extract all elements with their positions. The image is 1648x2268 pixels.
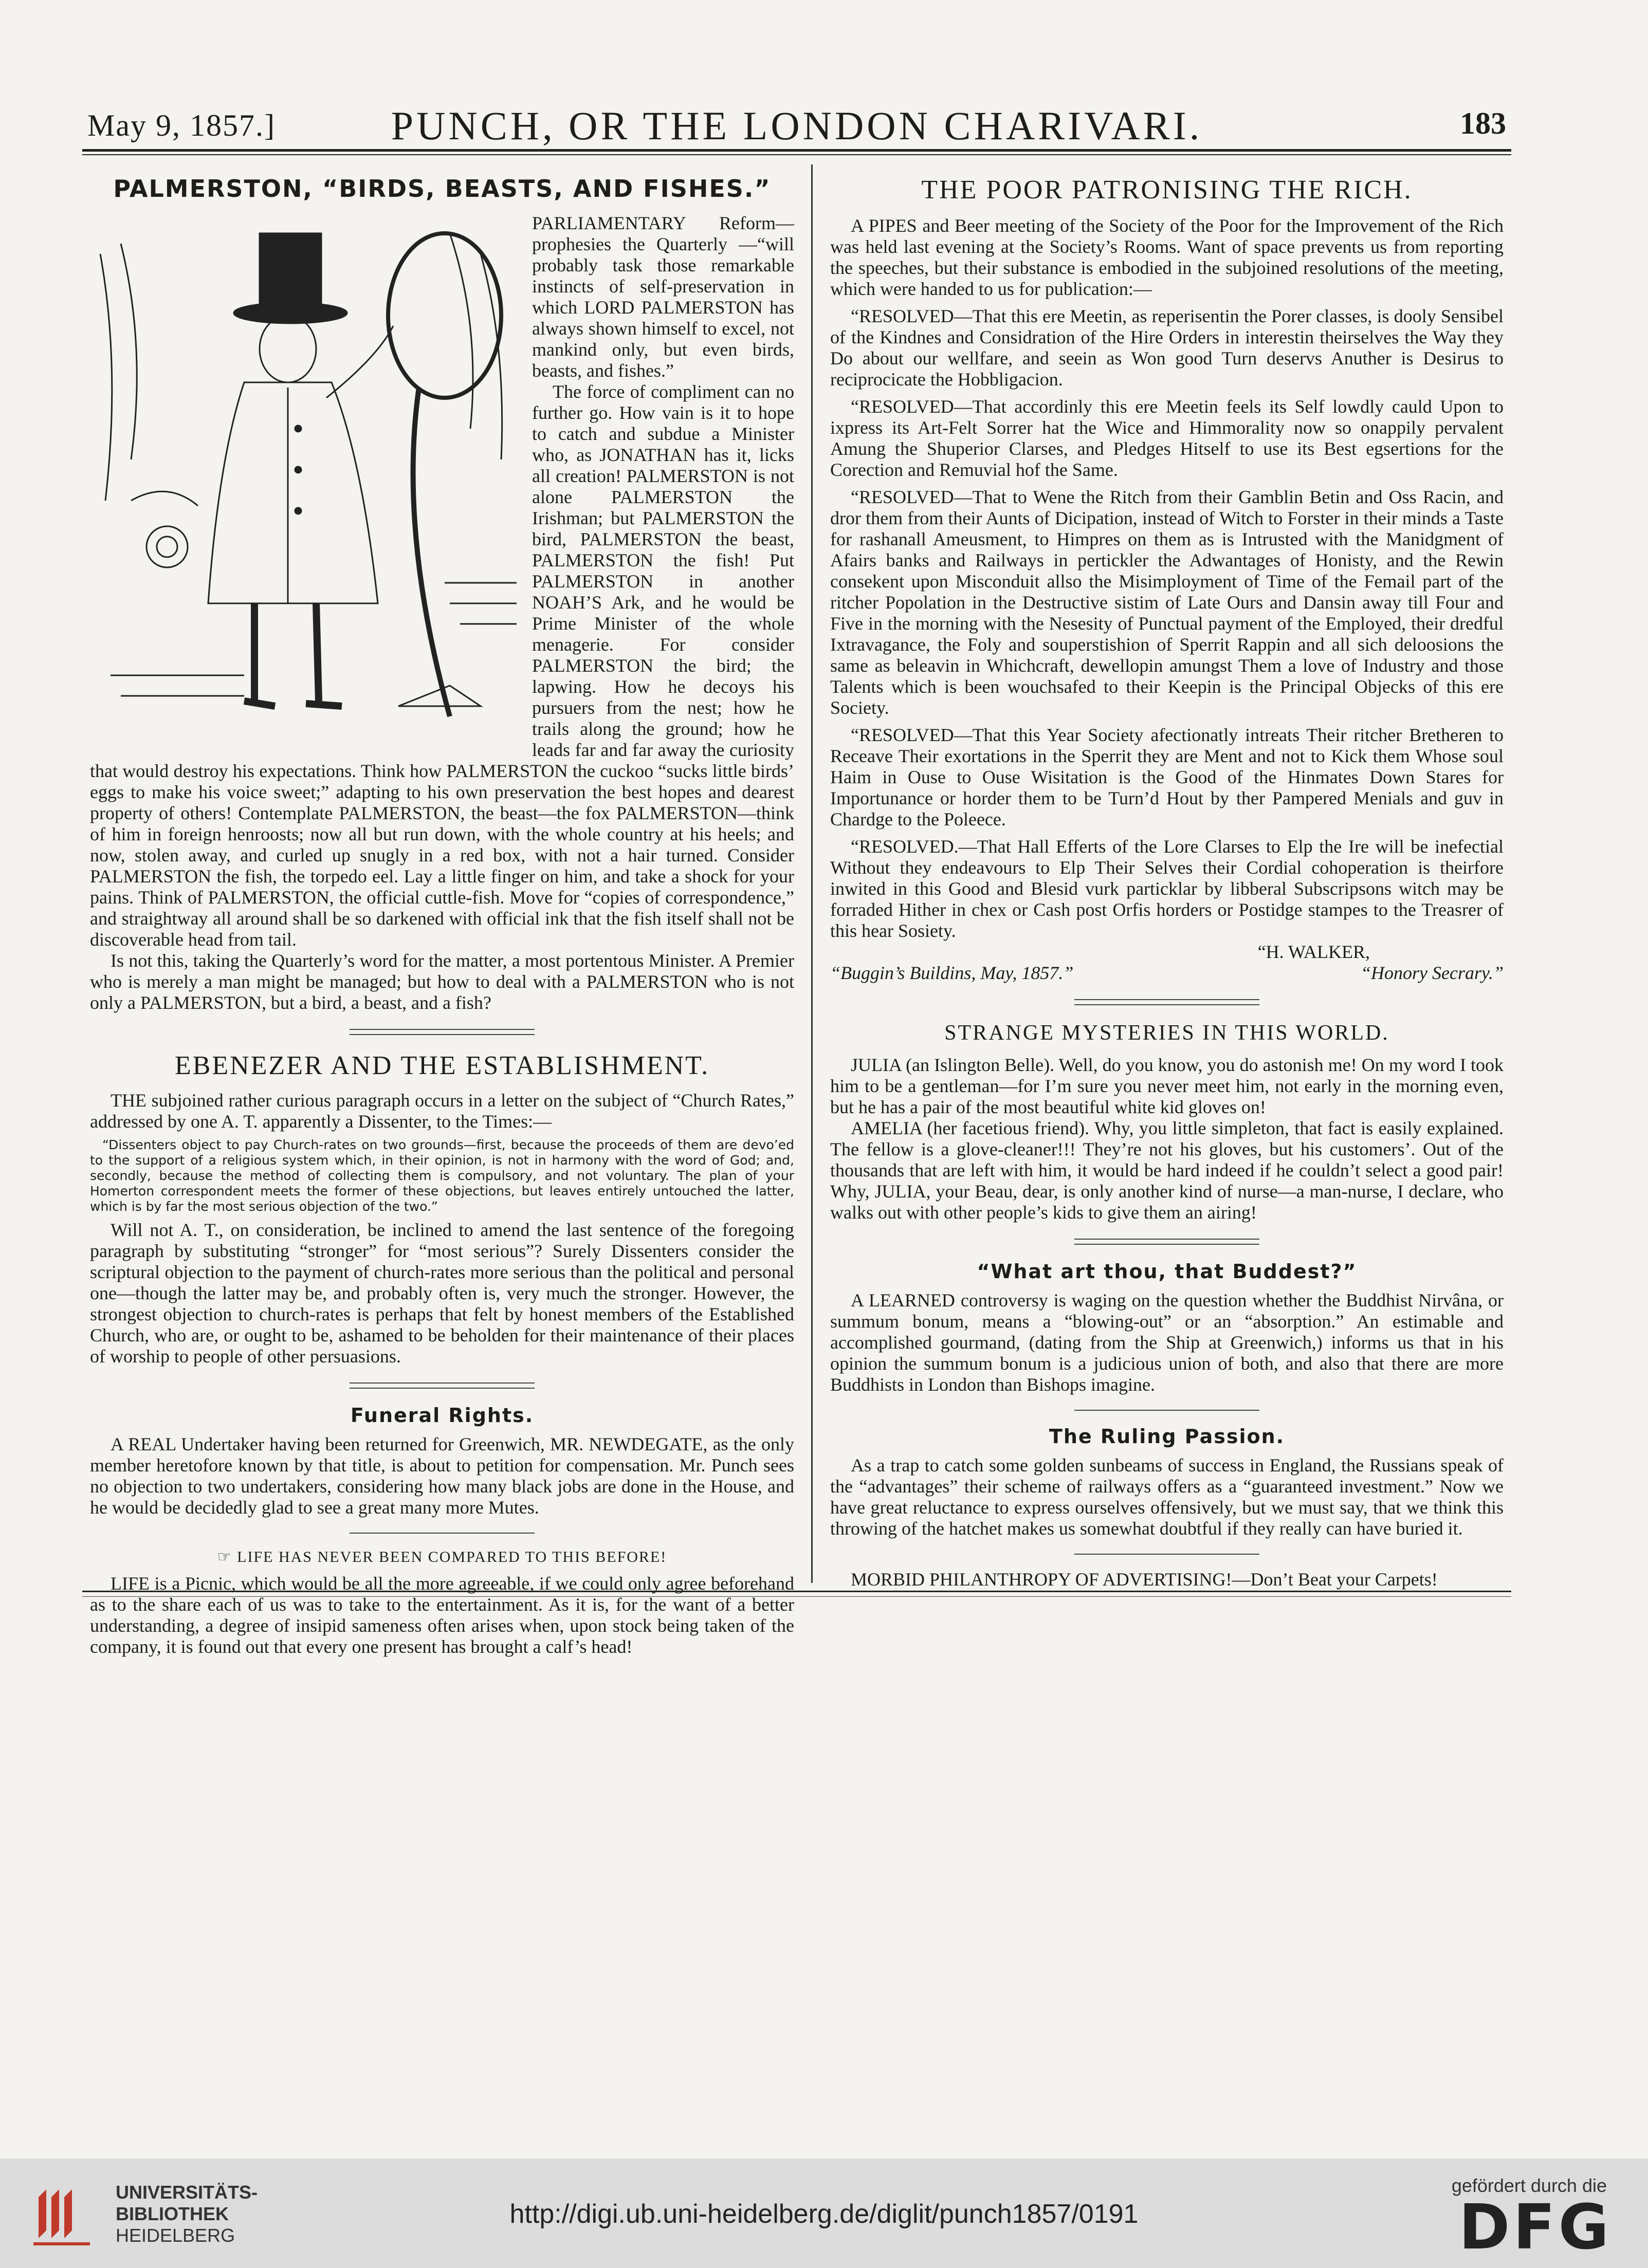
section-divider bbox=[350, 1382, 535, 1389]
library-name-line-2: BIBLIOTHEK bbox=[116, 2203, 229, 2224]
left-column bbox=[90, 175, 794, 1657]
mysteries-heading: STRANGE MYSTERIES IN THIS WORLD. bbox=[944, 1021, 1389, 1045]
funeral-body: A REAL Undertaker having been returned for Greenwich, MR. NEWDEGATE, as the only member heretofore known by that title, is about to petition for compensation. Mr. Punch sees no objection to two undertakers, considering how many black jobs are done in the House, and he would be decidedly glad to see a great many more Mutes. bbox=[90, 1434, 794, 1518]
man-with-butterfly-net-illustration bbox=[90, 213, 522, 747]
dfg-logo: DFG bbox=[1458, 2192, 1612, 2263]
palmerston-paragraph-1: PARLIAMENTARY Reform—prophesies the Quarterly —“will probably task those remarkable instincts of self-preservation in which LORD PALMERSTON has always shown himself to excel, not mankind only, but even birds, beasts, and fishes.” bbox=[532, 213, 794, 381]
header-rule-thin bbox=[82, 154, 1511, 155]
life-body: LIFE is a Picnic, which would be all the more agreeable, if we could only agree beforehand as to the share each of us was to take to the entertainment. As it is, for the want of a better understanding, a degree of insipid sameness often arises when, upon stock being taken of the company, it is found out that every one present has brought a calf’s head! bbox=[90, 1573, 794, 1657]
resolution-1: “RESOLVED—That this ere Meetin, as reperisentin the Porer classes, is dooly Sensibel of the Kindnes and Considration of the Hire Orders in interestin theirselves the Way they Do about our wellfare, and seein as Won good Turn deservs Anuther is Desirus to reciprocicate the Hobbligacion. bbox=[830, 306, 1504, 390]
ebenezer-body: Will not A. T., on consideration, be inclined to amend the last sentence of the foregoing paragraph by substituting “stronger” for “most serious”? Surely Dissenters consider the scriptural objection to the payment of church-rates more serious than the political and personal one—though the latter may be, and probably often is, very much the stronger. However, the strongest objection to church-rates is perhaps that felt by honest members of the Established Church, who are, or ought to be, ashamed to be beholden for their maintenance of their places of worship to people of other persuasions. bbox=[90, 1220, 794, 1367]
signature-line bbox=[830, 963, 1504, 984]
ebenezer-heading: EBENEZER AND THE ESTABLISHMENT. bbox=[174, 1051, 710, 1080]
ebenezer-quote: “Dissenters object to pay Church-rates on two grounds—first, because the proceeds of them are devo’ed to the support of a religious system which, in their opinion, is not in harmony with the word of God; and, secondly, because the method of collecting them is compulsory, and not voluntary. The plan of your Homerton correspondent meets the former of these objections, but leaves entirely untouched the latter, which is by far the most serious objection of the two.” bbox=[90, 1137, 794, 1214]
resolution-4: “RESOLVED—That this Year Society afectionatly intreats Their ritcher Bretheren to Receave Their exortations in the Sperrit they are Ment and not to Kick them Whose soul Haim in Ouse to Ouse Wisitation is the Good of the Hinmates Down Stares for Importunance or horder them to be Turn’d Hout by ther Pampered Menials and guv in Chardge to the Poleece. bbox=[830, 725, 1504, 829]
source-url-link[interactable]: http://digi.ub.uni-heidelberg.de/diglit/punch1857/0191 bbox=[509, 2199, 1139, 2229]
ebenezer-quote-block bbox=[90, 1137, 794, 1214]
palmerston-paragraph-3: Is not this, taking the Quarterly’s word for the matter, a most portentous Minister. A Premier who is merely a man might be managed; but how to deal with a PALMERSTON who is not only a PALMERSTON, but a bird, a beast, and a fish? bbox=[90, 950, 794, 1013]
buddest-body: A LEARNED controversy is waging on the question whether the Buddhist Nirvâna, or summum bonum, means a “blowing-out” or an “absorption.” An estimable and accomplished gourmand, (dating from the Ship at Greenwich,) informs us that in his opinion the summum bonum is a judicious union of both, and also that there are more Buddhists in London than Bishops imagine. bbox=[830, 1290, 1504, 1395]
section-divider bbox=[1074, 1554, 1259, 1555]
section-divider bbox=[350, 1029, 535, 1035]
footer-rule bbox=[82, 1591, 1511, 1592]
footer-rule-thin bbox=[82, 1596, 1511, 1597]
header-rule bbox=[82, 149, 1511, 152]
resolution-2: “RESOLVED—That accordinly this ere Meetin feels its Self lowdly cauld Upon to ixpress its Art-Felt Sorrer hat the Wice and Himmorality now so onappily pervalent Amung the Shuperior Clarses, and Pledges Hitself to use its Best egsertions for the Corection and Remuvial hof the Same. bbox=[830, 396, 1504, 480]
funeral-heading: Funeral Rights. bbox=[350, 1404, 534, 1427]
library-name-line-3: HEIDELBERG bbox=[116, 2225, 235, 2246]
signature-place: “Buggin’s Buildins, May, 1857.” bbox=[830, 963, 1074, 983]
right-column bbox=[830, 175, 1504, 1590]
signature-name: “H. WALKER, bbox=[1257, 942, 1370, 962]
mysteries-amelia: AMELIA (her facetious friend). Why, you little simpleton, that fact is easily explained. The fellow is a glove-cleaner!!! They’re not his gloves, but his customers’. Out of the thousands that are left with him, it would be hard indeed if he couldn’t select a good pair! Why, JULIA, your Beau, dear, is only another kind of nurse—a man-nurse, I declare, who walks out with other people’s kids to give them an airing! bbox=[830, 1118, 1504, 1223]
ruling-heading: The Ruling Passion. bbox=[1049, 1425, 1285, 1448]
column-divider bbox=[811, 164, 813, 1583]
illustration-drawing bbox=[90, 213, 522, 747]
page-number: 183 bbox=[1460, 106, 1506, 140]
funded-by-label: gefördert durch die bbox=[1451, 2175, 1607, 2196]
digitization-footer bbox=[0, 2159, 1648, 2268]
library-name-line-1: UNIVERSITÄTS- bbox=[116, 2182, 258, 2203]
section-divider bbox=[1074, 999, 1259, 1005]
publication-title: PUNCH, OR THE LONDON CHARIVARI. bbox=[391, 103, 1203, 148]
resolution-5: “RESOLVED.—That Hall Efferts of the Lore Clarses to Elp the Ire will be inefectial Without they endeavours to Elp Their Selves their Cordial cohoperation is theirfore inwited in this Good and Blesid vurk particklar by libberal Subscripsons witch may be forraded Hither in chex or Cash post Orfis horders or Postidge stampes to the Treasrer of this hear Sosiety. bbox=[830, 836, 1504, 941]
mysteries-julia: JULIA (an Islington Belle). Well, do you know, you do astonish me! On my word I took him to be a gentleman—for I’m sure you never meet him, not early in the morning even, but he has a pair of the most beautiful white kid gloves on! bbox=[830, 1055, 1504, 1117]
buddest-heading: “What art thou, that Buddest?” bbox=[977, 1260, 1357, 1283]
section-divider bbox=[1074, 1239, 1259, 1245]
palmerston-heading: PALMERSTON, “BIRDS, BEASTS, AND FISHES.” bbox=[113, 175, 771, 202]
morbid-paragraph: MORBID PHILANTHROPY OF ADVERTISING!—Don’t Beat your Carpets! bbox=[851, 1569, 1438, 1590]
life-heading: ☞ LIFE HAS NEVER BEEN COMPARED TO THIS BEFORE! bbox=[217, 1548, 667, 1565]
section-divider bbox=[1074, 1410, 1259, 1411]
signature-title: “Honory Secrary.” bbox=[1361, 963, 1504, 983]
poor-intro: A PIPES and Beer meeting of the Society of the Poor for the Improvement of the Rich was held last evening at the Society’s Rooms. Want of space prevents us from reporting the speeches, but their substance is embodied in the subjoined resolutions of the meeting, which were handed to us for publication:— bbox=[830, 215, 1504, 299]
running-header bbox=[87, 103, 1506, 149]
issue-date: May 9, 1857.] bbox=[87, 108, 276, 142]
ruling-body: As a trap to catch some golden sunbeams of success in England, the Russians speak of the “advantages” their scheme of railways offers as a “guaranteed investment.” Now we have great reluctance to express ourselves offensively, but we must say, that we think this throwing of the hatchet makes us somewhat doubtful if they really can have buried it. bbox=[830, 1455, 1504, 1539]
section-divider bbox=[350, 1533, 535, 1534]
palmerston-paragraph-2: The force of compliment can no further go. How vain is it to hope to catch and subdue a Minister who, as JONATHAN has it, licks all creation! PALMERSTON is not alone PALMERSTON the Irishman; but PALMERSTON the bird, PALMERSTON the beast, PALMERSTON the fish! Put PALMERSTON in another NOAH’S Ark, and he would be Prime Minister of the whole menagerie. For consider PALMERSTON the bird; the lapwing. How he decoys his pursuers from the nest; how he trails along the ground; how he leads far and far away the curiosity that would destroy his expectations. Think how PALMERSTON the cuckoo “sucks little birds’ eggs to make his voice sweet;” adapting to his own preservation the best hopes and dearest property of others! Contemplate PALMERSTON, the beast—the fox PALMERSTON—think of him in foreign henroosts; now all but run down, with the whole country at his heels; and now, stolen away, and curled up snugly in a red box, with not a hair turned. Consider PALMERSTON the fish, the torpedo eel. Lay a little finger on him, and take a shock for your pains. Think of PALMERSTON, the official cuttle-fish. Move for “copies of correspondence,” and straightway all around shall be so darkened with official ink that the fish itself shall not be discoverable head from tail. bbox=[90, 381, 794, 950]
poor-heading: THE POOR PATRONISING THE RICH. bbox=[921, 175, 1413, 205]
ebenezer-intro: THE subjoined rather curious paragraph occurs in a letter on the subject of “Church Rates,” addressed by one A. T. apparently a Dissenter, to the Times:— bbox=[90, 1090, 794, 1132]
resolution-3: “RESOLVED—That to Wene the Ritch from their Gamblin Betin and Oss Racin, and dror them from their Aunts of Dicipation, instead of Witch to Forster in their minds a Taste for rashanall Ameusment, to Himpres on them as is Intrusted with the Manidgment of Afairs banks and Railways in pertickler the Adwantages of Honisty, and the Rewin consekent upon Misconduit allso the Misimployment of Time of the Femail part of the ritcher Popolation in the Destructive sistim of Late Ours and Dansin away till Four and Five in the morning with the Nesesity of Punctual payment of the Employed, their dredful Ixtravagance, the Foly and souperstishion of Sperrit Rappin and all sich deloosions the same as beleavin in Whichcraft, dewellopin amungst Them a love of Industry and those Talents which is been wouchsafed to their Keepin is the Principal Objecks of this ere Society. bbox=[830, 487, 1504, 718]
